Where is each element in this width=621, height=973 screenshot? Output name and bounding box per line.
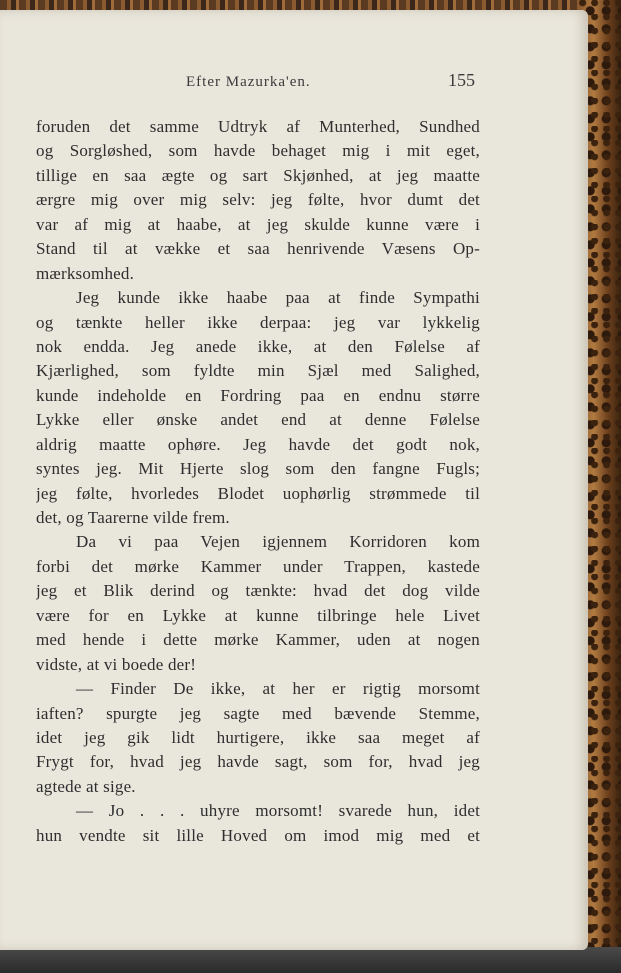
text-line: Da vi paa Vejen igjennem Korridoren kom	[76, 532, 480, 552]
text-line: mærksomhed.	[36, 263, 135, 283]
text-line: vidste, at vi boede der!	[36, 654, 197, 674]
body-text	[36, 115, 480, 848]
text-line: med hende i dette mørke Kammer, uden at nogen	[36, 630, 480, 650]
text-line: foruden det samme Udtryk af Munterhed, Sundhed	[36, 117, 480, 136]
page-number: 155	[448, 70, 475, 90]
text-line: Stand til at vække et saa henrivende Væsens Op-	[36, 239, 480, 259]
text-line: forbi det mørke Kammer under Trappen, kastede	[36, 556, 480, 576]
text-line: syntes jeg. Mit Hjerte slog som den fangne Fugls;	[36, 459, 480, 479]
text-line: nok endda. Jeg anede ikke, at den Følelse af	[36, 336, 480, 356]
text-line: hun vendte sit lille Hoved om imod mig med et	[36, 825, 480, 845]
text-line: var af mig at haabe, at jeg skulde kunne være i	[36, 214, 480, 234]
text-line: — Jo . . . uhyre morsomt! svarede hun, idet	[76, 801, 480, 821]
text-line: idet jeg gik lidt hurtigere, ikke saa meget af	[36, 727, 480, 747]
text-line: tillige en saa ægte og sart Skjønhed, at jeg maatte	[36, 165, 480, 185]
text-line: agtede at sige.	[36, 776, 136, 796]
running-title: Efter Mazurka'en.	[186, 74, 311, 90]
text-line: ærgre mig over mig selv: jeg følte, hvor dumt det	[36, 190, 480, 210]
page-header	[0, 62, 588, 92]
text-line: jeg et Blik derind og tænkte: hvad det dog vilde	[36, 581, 480, 601]
text-line: Kjærlighed, som fyldte min Sjæl med Salighed,	[36, 361, 480, 381]
text-line: være for en Lykke at kunne tilbringe hele Livet	[36, 605, 480, 625]
text-line: Frygt for, hvad jeg havde sagt, som for, hvad jeg	[36, 752, 480, 772]
text-line: Lykke eller ønske andet end at denne Følelse	[36, 410, 480, 430]
text-line: kunde indeholde en Fordring paa en endnu større	[36, 385, 480, 405]
text-line: iaften? spurgte jeg sagte med bævende Stemme,	[36, 703, 480, 723]
text-line: — Finder De ikke, at her er rigtig morsomt	[76, 679, 480, 699]
book-page	[0, 10, 588, 950]
text-line: jeg følte, hvorledes Blodet uophørlig strømmede til	[36, 483, 480, 503]
text-line: og Sorgløshed, som havde behaget mig i mit eget,	[36, 141, 480, 161]
scan-bottom-edge	[0, 947, 621, 973]
text-line: Jeg kunde ikke haabe paa at finde Sympathi	[76, 288, 480, 308]
text-line: det, og Taarerne vilde frem.	[36, 508, 230, 527]
text-line: og tænkte heller ikke derpaa: jeg var lykkelig	[36, 312, 480, 332]
text-line: aldrig maatte ophøre. Jeg havde det godt nok,	[36, 434, 480, 454]
